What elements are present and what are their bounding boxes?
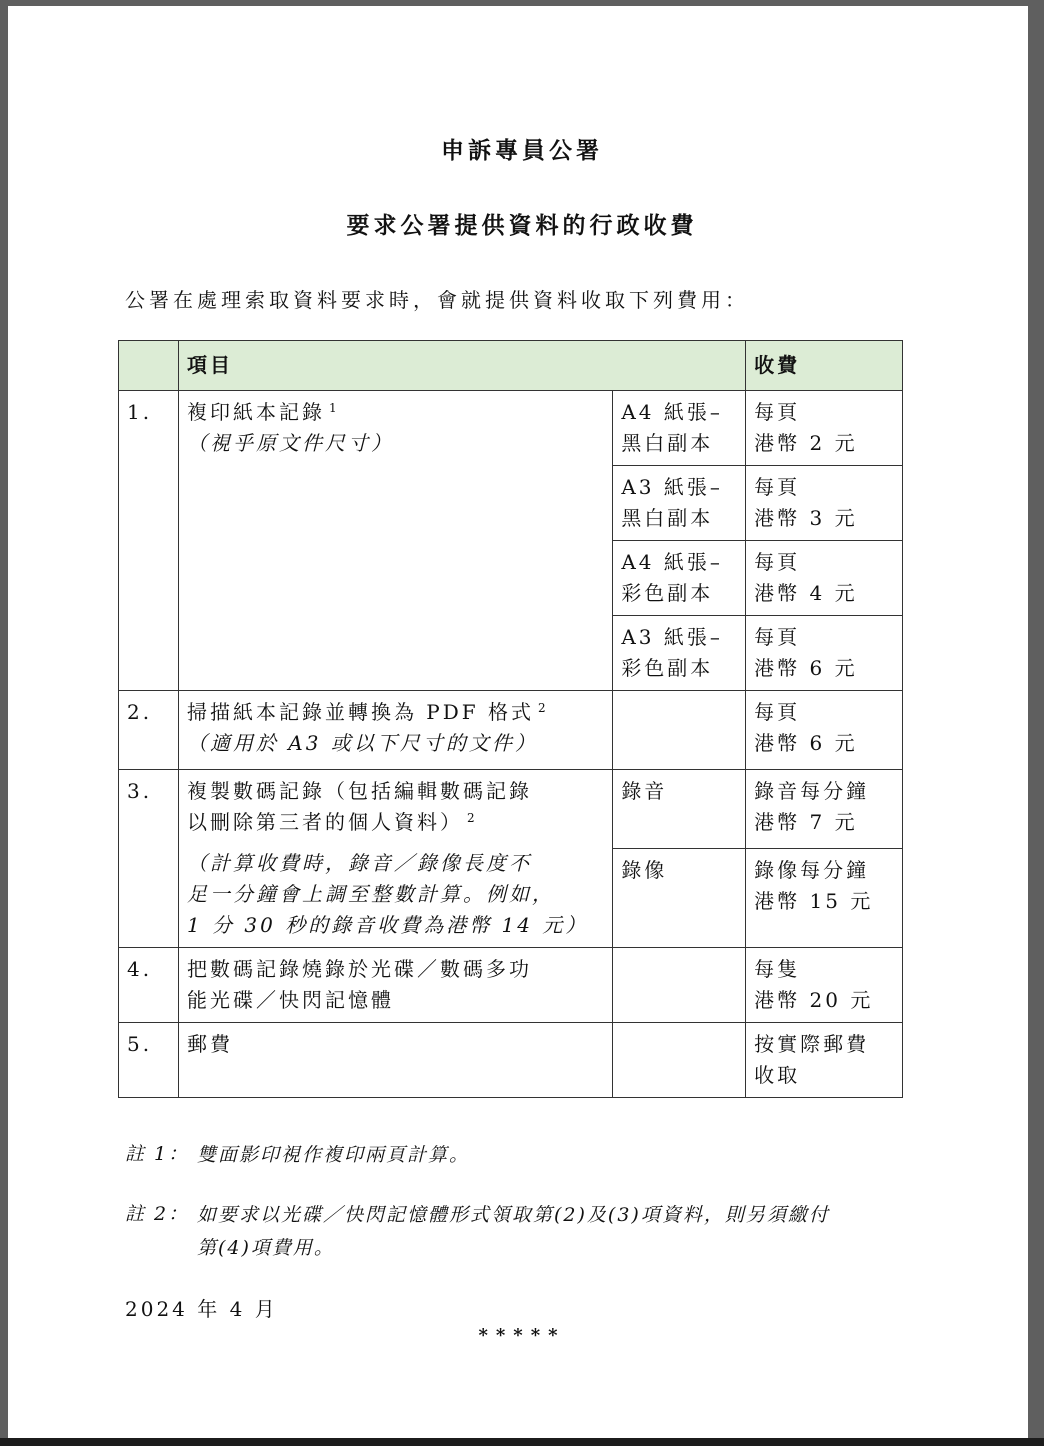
table-row bbox=[119, 391, 903, 466]
spec-line: A3 紙張– bbox=[621, 625, 723, 649]
spec-cell: 錄像 bbox=[613, 849, 746, 948]
header-fee-cell: 收費 bbox=[746, 341, 903, 391]
fee-cell bbox=[746, 849, 903, 948]
row-number: 5. bbox=[119, 1023, 179, 1098]
note-text bbox=[197, 1199, 897, 1265]
fee-line: 按實際郵費 bbox=[754, 1032, 870, 1056]
item-subtext: （適用於 A3 或以下尺寸的文件） bbox=[186, 731, 538, 755]
item-cell bbox=[178, 948, 612, 1023]
fee-line: 錄音每分鐘 bbox=[754, 779, 870, 803]
fee-line: 每頁 bbox=[754, 550, 801, 574]
row-number: 2. bbox=[119, 691, 179, 770]
table-row bbox=[119, 948, 903, 1023]
fee-line: 港幣 4 元 bbox=[754, 581, 858, 605]
intro-text: 公署在處理索取資料要求時，會就提供資料收取下列費用： bbox=[125, 288, 749, 312]
item-text: 複製數碼記錄（包括編輯數碼記錄 bbox=[186, 779, 532, 803]
fee-line: 港幣 20 元 bbox=[754, 988, 874, 1012]
spec-line: A4 紙張– bbox=[621, 550, 723, 574]
note-label: 註 1： bbox=[125, 1143, 190, 1165]
spec-line: A3 紙張– bbox=[621, 475, 723, 499]
fee-cell bbox=[746, 948, 903, 1023]
spec-cell bbox=[613, 691, 746, 770]
viewer-bottom-bar bbox=[0, 1438, 1044, 1446]
fee-line: 每頁 bbox=[754, 625, 801, 649]
spec-line: 黑白副本 bbox=[621, 506, 714, 530]
fee-cell bbox=[746, 691, 903, 770]
note-1 bbox=[125, 1139, 897, 1172]
table-row bbox=[119, 691, 903, 770]
fee-cell bbox=[746, 770, 903, 849]
fee-cell bbox=[746, 541, 903, 616]
table-row bbox=[119, 770, 903, 849]
note-2 bbox=[125, 1199, 897, 1265]
header-no-cell bbox=[119, 341, 179, 391]
spec-cell bbox=[613, 466, 746, 541]
spec-cell bbox=[613, 541, 746, 616]
spec-cell: 錄音 bbox=[613, 770, 746, 849]
fee-line: 每隻 bbox=[754, 957, 801, 981]
table-header-row bbox=[119, 341, 903, 391]
fee-line: 每頁 bbox=[754, 700, 801, 724]
table-row bbox=[119, 1023, 903, 1098]
spec-cell bbox=[613, 1023, 746, 1098]
item-subtext: （計算收費時，錄音／錄像長度不 bbox=[186, 851, 532, 875]
header-item-cell: 項目 bbox=[178, 341, 745, 391]
spec-line: 彩色副本 bbox=[621, 581, 714, 605]
fee-line: 港幣 7 元 bbox=[754, 810, 858, 834]
issue-date: 2024 年 4 月 bbox=[125, 1297, 278, 1321]
item-subtext: 1 分 30 秒的錄音收費為港幣 14 元） bbox=[186, 913, 589, 937]
item-text: 把數碼記錄燒錄於光碟／數碼多功 bbox=[186, 957, 532, 981]
item-cell bbox=[178, 691, 612, 770]
spec-line: 黑白副本 bbox=[621, 431, 714, 455]
item-subtext: （視乎原文件尺寸） bbox=[186, 431, 394, 455]
fee-line: 港幣 15 元 bbox=[754, 889, 874, 914]
item-text: 以刪除第三者的個人資料） bbox=[186, 810, 463, 834]
fee-cell bbox=[746, 1023, 903, 1098]
fee-line: 錄像每分鐘 bbox=[754, 858, 870, 883]
fee-line: 每頁 bbox=[754, 475, 801, 499]
row-number: 1. bbox=[119, 391, 179, 691]
fee-line: 港幣 2 元 bbox=[754, 431, 858, 455]
footnote-ref: 1 bbox=[328, 401, 340, 415]
item-text: 掃描紙本記錄並轉換為 PDF 格式 bbox=[186, 700, 535, 724]
spec-cell bbox=[613, 616, 746, 691]
end-mark: ***** bbox=[478, 1325, 566, 1346]
row-number: 3. bbox=[119, 770, 179, 948]
note-line: 如要求以光碟／快閃記憶體形式領取第(2)及(3)項資料，則另須繳付 bbox=[197, 1204, 830, 1226]
spec-cell bbox=[613, 391, 746, 466]
note-line: 第(4)項費用。 bbox=[197, 1237, 335, 1259]
item-subtext: 足一分鐘會上調至整數計算。例如， bbox=[186, 882, 555, 906]
fee-cell bbox=[746, 466, 903, 541]
item-cell bbox=[178, 770, 612, 948]
fee-line: 港幣 6 元 bbox=[754, 656, 858, 680]
fee-line: 每頁 bbox=[754, 400, 801, 424]
spec-line: A4 紙張– bbox=[621, 400, 723, 424]
item-text: 能光碟／快閃記憶體 bbox=[186, 988, 394, 1012]
spec-cell bbox=[613, 948, 746, 1023]
footnote-ref: 2 bbox=[466, 811, 478, 825]
fee-line: 收取 bbox=[754, 1063, 801, 1087]
note-label: 註 2： bbox=[125, 1203, 190, 1225]
item-text: 複印紙本記錄 bbox=[186, 400, 325, 424]
fee-cell bbox=[746, 616, 903, 691]
document-subtitle: 要求公署提供資料的行政收費 bbox=[346, 213, 698, 239]
fee-table bbox=[118, 340, 903, 1098]
item-cell bbox=[178, 391, 612, 691]
spec-line: 彩色副本 bbox=[621, 656, 714, 680]
fee-cell bbox=[746, 391, 903, 466]
fee-line: 港幣 6 元 bbox=[754, 731, 858, 755]
footnote-ref: 2 bbox=[538, 701, 549, 715]
item-cell: 郵費 bbox=[178, 1023, 612, 1098]
fee-line: 港幣 3 元 bbox=[754, 506, 858, 530]
note-text: 雙面影印視作複印兩頁計算。 bbox=[197, 1144, 471, 1166]
row-number: 4. bbox=[119, 948, 179, 1023]
document-title: 申訴專員公署 bbox=[441, 138, 603, 164]
